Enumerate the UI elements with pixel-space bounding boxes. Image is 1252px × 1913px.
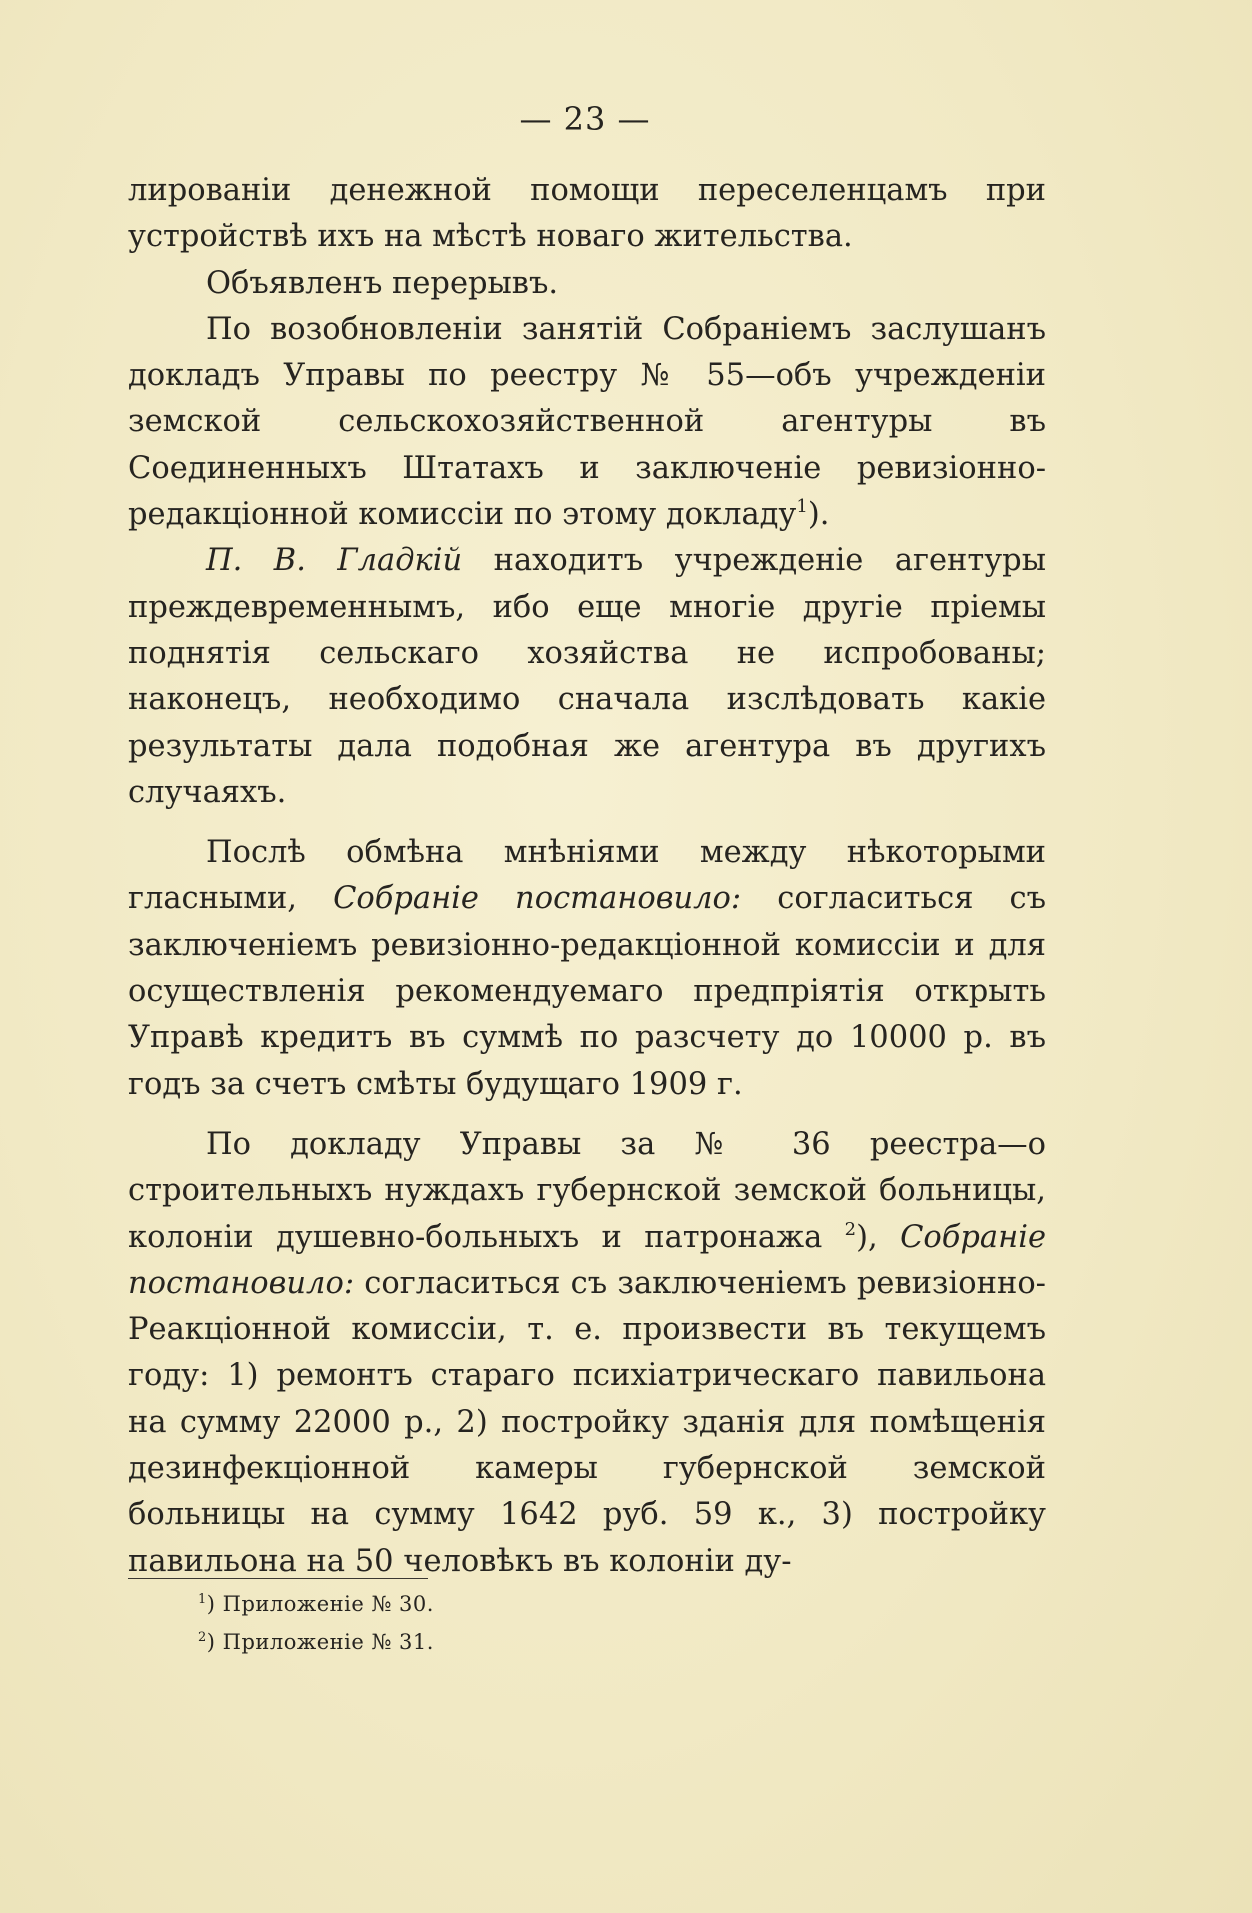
footnote-ref: 1 [796,496,808,518]
footnote: $^2$) Приложеніе № 31. [198,1630,434,1654]
speaker-name: П. В. Гладкій [206,543,463,579]
footnote-ref: 2 [844,1218,857,1240]
page-number: — 23 — [519,100,651,138]
body-text [128,168,1046,1585]
paragraph: лированіи денежной помощи переселенцамъ при устройствѣ ихъ на мѣстѣ новаго жительства. [128,173,1046,255]
resolution-phrase: Собраніе постановило: [128,1219,1047,1301]
paragraph: П. В. Гладкій находитъ учрежденіе агентуры преждевременнымъ, ибо еще многіе другіе пріемы поднятія сельскаго хозяйства не испробованы; наконецъ, необходимо сначала изслѣдовать какіе результаты дала подобная же агентура въ другихъ случаяхъ. [128,543,1046,810]
paragraph: Послѣ обмѣна мнѣніями между нѣкоторыми гласными, Собраніе постановило: согласиться съ заключеніемъ ревизіонно-редакціонной комиссіи и для осуществленія рекомендуемаго предпріятія открыть Управѣ кредитъ въ суммѣ по разсчету до 10000 р. въ годъ за счетъ смѣты будущаго 1909 г. [128,835,1047,1102]
paragraph: Объявленъ перерывъ. [206,265,559,301]
resolution-phrase: Собраніе постановило: [333,881,742,917]
paragraph: По докладу Управы за № 36 реестра—о строительныхъ нуждахъ губернской земской больницы, колоніи душевно-больныхъ и патронажа $^2$), Собраніе постановило: согласиться съ заключеніемъ ревизіонно-Реакціонной комиссіи, т. е. произвести въ текущемъ году: 1) ремонтъ стараго психіатрическаго павильона на сумму 22000 р., 2) постройку зданія для помѣщенія дезинфекціонной камеры губернской земской больницы на сумму 1642 руб. 59 к., 3) постройку павильона на 50 человѣкъ въ колоніи ду- [128,1126,1047,1579]
footnote: $^1$) Приложеніе № 30. [198,1592,434,1616]
footnotes [198,1585,898,1661]
footnote-divider [128,1578,428,1579]
paragraph: По возобновленіи занятій Собраніемъ заслушанъ докладъ Управы по реестру № 55—объ учрежденіи земской сельскохозяйственной агентуры въ Соединенныхъ Штатахъ и заключеніе ревизіонно-редакціонной комиссіи по этому докладу$^1$). [128,311,1046,533]
